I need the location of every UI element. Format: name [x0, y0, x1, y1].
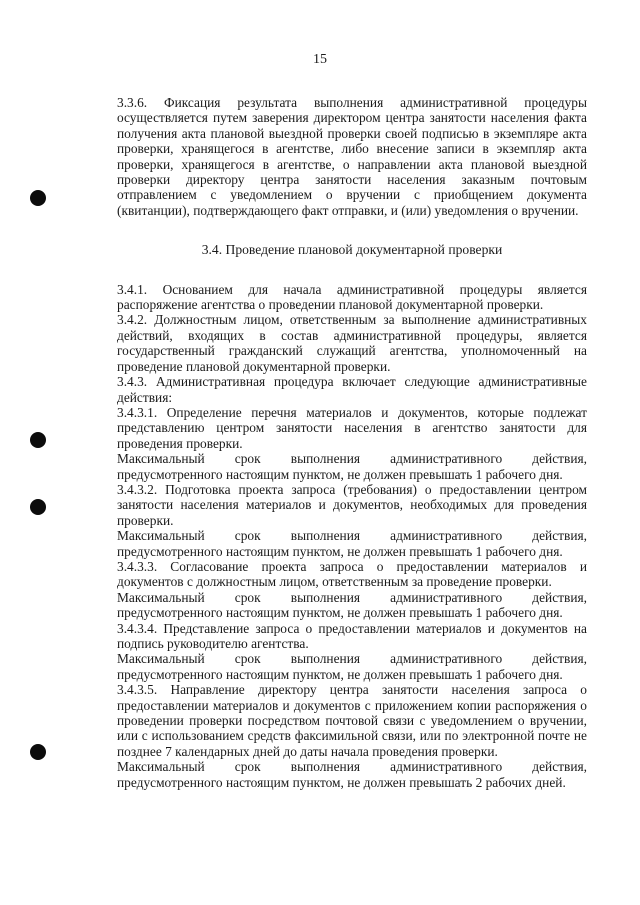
page-number: 15 — [313, 52, 327, 67]
paragraph: 3.4.2. Должностным лицом, ответственным за выполнение административных действий, входящих в состав административной процедуры, является государственный гражданский служащий агентства, уполномоченный на проведение плановой документарной проверки. — [117, 312, 587, 374]
paragraph: Максимальный срок выполнения административного действия, предусмотренного настоящим пунктом, не должен превышать 1 рабочего дня. — [117, 451, 587, 482]
punch-hole — [30, 432, 46, 448]
punch-hole — [30, 499, 46, 515]
paragraph: 3.4.3. Административная процедура включает следующие административные действия: — [117, 374, 587, 405]
paragraph: 3.4.3.5. Направление директору центра занятости населения запроса о предоставлении материалов и документов с приложением копии распоряжения о проведении проверки посредством почтовой связи с уведомлением о вручении, или с использованием средств факсимильной связи, или по электронной почте не позднее 7 календарных дней до даты начала проведения проверки. — [117, 682, 587, 759]
section-heading: 3.4. Проведение плановой документарной проверки — [201, 242, 503, 258]
punch-hole — [30, 744, 46, 760]
paragraph: Максимальный срок выполнения административного действия, предусмотренного настоящим пунктом, не должен превышать 1 рабочего дня. — [117, 589, 587, 621]
paragraph: 3.4.3.4. Представление запроса о предоставлении материалов и документов на подпись руководителю агентства. — [117, 620, 587, 651]
paragraph: Максимальный срок выполнения административного действия, предусмотренного настоящим пунктом, не должен превышать 1 рабочего дня. — [117, 528, 587, 559]
paragraph: Максимальный срок выполнения административного действия, предусмотренного настоящим пунктом, не должен превышать 1 рабочего дня. — [117, 651, 587, 682]
paragraph: 3.4.3.1. Определение перечня материалов и документов, которые подлежат представлению центром занятости населения в агентство занятости для проведения проверки. — [117, 404, 587, 451]
document-body — [117, 95, 587, 790]
punch-hole — [30, 190, 46, 206]
paragraph: Максимальный срок выполнения административного действия, предусмотренного настоящим пунктом, не должен превышать 2 рабочих дней. — [117, 759, 587, 790]
paragraph: 3.4.3.2. Подготовка проекта запроса (требования) о предоставлении центром занятости населения материалов и документов, необходимых для проведения проверки. — [117, 481, 587, 528]
paragraph: 3.4.1. Основанием для начала административной процедуры является распоряжение агентства о проведении плановой документарной проверки. — [117, 281, 587, 313]
paragraph: 3.4.3.3. Согласование проекта запроса о предоставлении материалов и документов с должностным лицом, ответственным за проведение проверки. — [117, 558, 587, 590]
paragraph-3-3-6: 3.3.6. Фиксация результата выполнения административной процедуры осуществляется путем заверения директором центра занятости населения факта получения акта плановой выездной проверки своей подписью в экземпляре акта проверки, хранящегося в агентстве, либо внесение записи в экземпляр акта проверки, хранящегося в агентстве, о направлении акта плановой выездной проверки директору центра занятости населения заказным почтовым отправлением с уведомлением о вручении с приобщением документа (квитанции), подтверждающего факт отправки, и (или) уведомления о вручении. — [117, 95, 587, 218]
